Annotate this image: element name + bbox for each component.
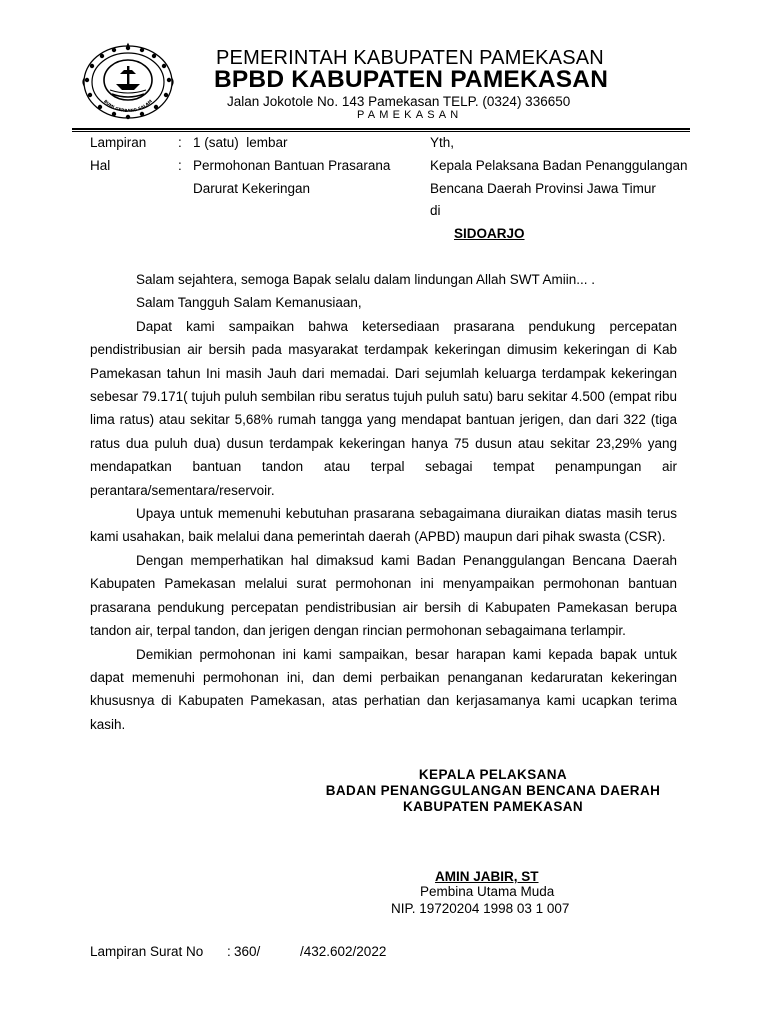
- regency-emblem-logo: [76, 40, 180, 124]
- letterhead-divider-thin: [72, 131, 690, 132]
- subject-colon: :: [178, 158, 182, 173]
- recipient-salutation: Yth,: [430, 135, 455, 150]
- closing-paragraph: Demikian permohonan ini kami sampaikan, besar harapan kami kepada bapak untuk dapat memenuhi permohonan ini, dan demi perbaikan penanganan kedaruratan kekeringan khususnya di Kabupaten Pamekasan, atas perhatian dan kerjasamanya kami ucapkan terima kasih.: [90, 646, 677, 732]
- agency-name: BPBD KABUPATEN PAMEKASAN: [214, 66, 609, 93]
- signatory-rank: Pembina Utama Muda: [420, 884, 555, 899]
- body-paragraph-2: Upaya untuk memenuhi kebutuhan prasarana sebagaimana diuraikan diatas masih terus kami usahakan, baik melalui dana pemerintah daerah (APBD) maupun dari pihak swasta (CSR).: [90, 506, 677, 545]
- subject-line-1: Permohonan Bantuan Prasarana: [193, 158, 391, 173]
- recipient-place: SIDOARJO: [454, 226, 525, 241]
- subject-line-2: Darurat Kekeringan: [193, 181, 311, 196]
- attachment-reference-label: Lampiran Surat No: [90, 944, 204, 959]
- attachment-reference-colon: :: [227, 944, 231, 959]
- signatory-name: AMIN JABIR, ST: [435, 869, 539, 884]
- agency-city: PAMEKASAN: [357, 109, 463, 121]
- attachment-label: Lampiran: [90, 135, 147, 150]
- attachment-reference-number-2: /432.602/2022: [300, 944, 387, 959]
- letter-body: [90, 268, 677, 736]
- letterhead-divider-thick: [72, 128, 690, 130]
- signatory-title-2: BADAN PENANGGULANGAN BENCANA DAERAH: [325, 783, 661, 798]
- signatory-title-1: KEPALA PELAKSANA: [418, 767, 568, 782]
- agency-address: Jalan Jokotole No. 143 Pamekasan TELP. (0324) 336650: [227, 94, 571, 109]
- greeting-paragraph: Salam sejahtera, semoga Bapak selalu dalam lindungan Allah SWT Amiin... .: [136, 272, 595, 287]
- attachment-value: 1 (satu) lembar: [193, 135, 288, 150]
- signatory-nip: NIP. 19720204 1998 03 1 007: [391, 901, 570, 916]
- body-paragraph-3: Dengan memperhatikan hal dimaksud kami Badan Penanggulangan Bencana Daerah Kabupaten Pamekasan melalui surat permohonan ini menyampaikan permohonan bantuan prasarana pendukung percepatan pendistribusian air bersih di Kabupaten Pamekasan berupa tandon air, terpal tandon, dan jerigen dengan rincian permohonan sebagaimana terlampir.: [90, 552, 677, 639]
- svg-text:BUMI GERBANG SALAM: BUMI GERBANG SALAM: [102, 98, 154, 114]
- recipient-line-2: Bencana Daerah Provinsi Jawa Timur: [430, 181, 656, 196]
- subject-label: Hal: [90, 158, 111, 173]
- attachment-reference-number-1: 360/: [234, 944, 261, 959]
- signatory-title-3: KABUPATEN PAMEKASAN: [402, 799, 584, 814]
- government-name: PEMERINTAH KABUPATEN PAMEKASAN: [216, 47, 604, 69]
- attachment-colon: :: [178, 135, 182, 150]
- motto-paragraph: Salam Tangguh Salam Kemanusiaan,: [136, 295, 362, 311]
- recipient-line-1: Kepala Pelaksana Badan Penanggulangan: [430, 158, 688, 173]
- body-paragraph-1: Dapat kami sampaikan bahwa ketersediaan prasarana pendukung percepatan pendistribusian air bersih pada masyarakat terdampak kekeringan dimusim kekeringan di Kab Pamekasan tahun Ini masih Jauh dari memadai. Dari sejumlah keluarga terdampak kekeringan sebesar 79.171( tujuh puluh sembilan ribu seratus tujuh puluh satu) baru sekitar 4.500 (empat ribu lima ratus) atau sekitar 5,68% rumah tangga yang mendapat bantuan jerigen, dan dari 322 (tiga ratus dua puluh dua) dusun terdampak kekeringan hanya 75 dusun atau sekitar 23,29% yang mendapatkan bantuan tandon atau terpal sebagai tempat penampungan air perantara/sementara/reservoir.: [90, 318, 677, 498]
- recipient-di: di: [430, 203, 441, 218]
